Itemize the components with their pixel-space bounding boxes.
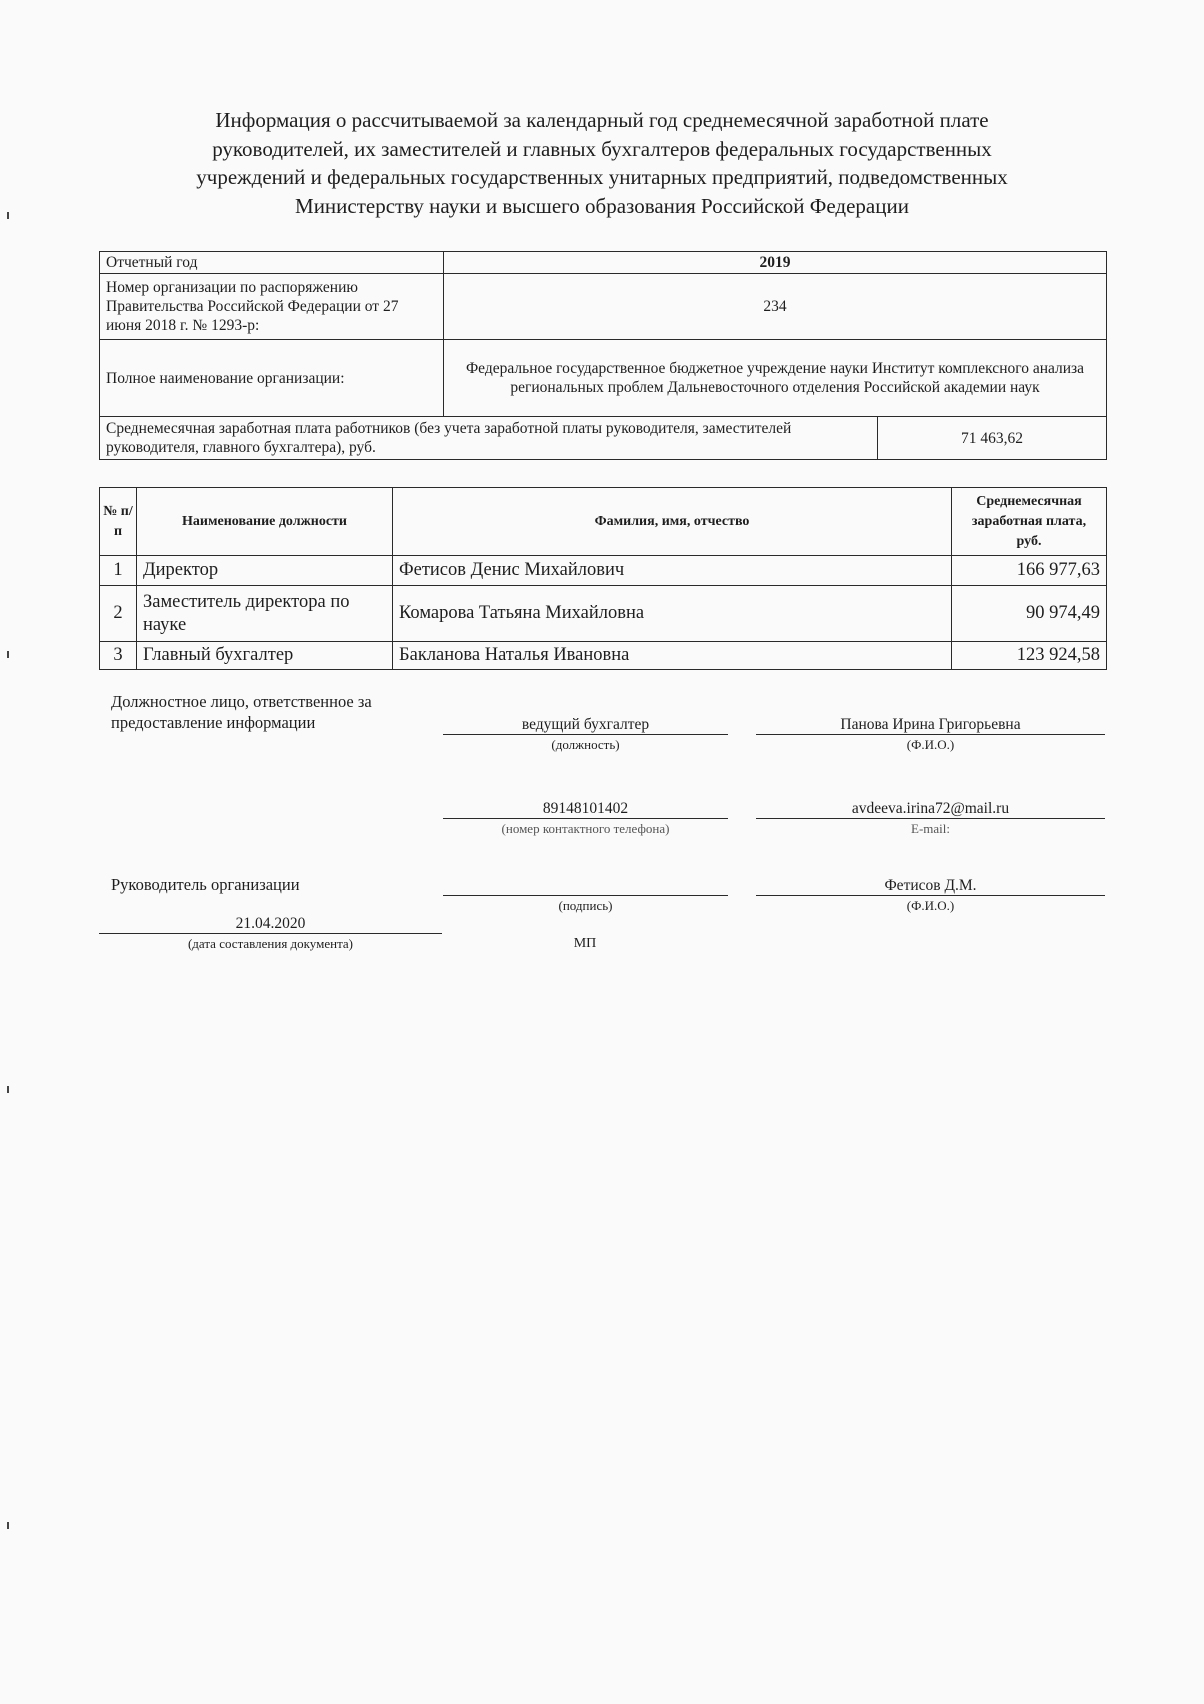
info-row-org-number: [100, 274, 1107, 340]
avg-salary-label: Среднемесячная заработная плата работников (без учета заработной платы руководителя, заместителей руководителя, главного бухгалтера), руб.: [100, 417, 878, 460]
email-line: [756, 818, 1105, 819]
responsible-name-value: Панова Ирина Григорьевна: [840, 716, 1021, 733]
signature-line: [443, 895, 728, 896]
header-full-name: Фамилия, имя, отчество: [393, 488, 952, 556]
responsible-label: [111, 691, 372, 733]
head-name-caption: (Ф.И.О.): [906, 898, 955, 913]
header-position: Наименование должности: [137, 488, 393, 556]
scan-mark: [7, 651, 9, 658]
phone-line: [443, 818, 728, 819]
organization-info-table: [99, 251, 1107, 460]
responsible-name-line: [756, 734, 1105, 735]
date-line: [99, 933, 442, 934]
table-row: [100, 586, 1107, 642]
row-full-name: Фетисов Денис Михайлович: [393, 556, 952, 586]
title-line: Министерству науки и высшего образования Российской Федерации: [295, 193, 909, 218]
row-number: 2: [100, 586, 137, 642]
row-number: 3: [100, 642, 137, 670]
table-row: [100, 556, 1107, 586]
head-label: Руководитель организации: [111, 875, 300, 894]
table-row: [100, 642, 1107, 670]
staff-salary-table: [99, 487, 1107, 670]
info-row-org-name: [100, 340, 1107, 417]
date-caption: (дата составления документа): [187, 936, 354, 951]
responsible-label-line: Должностное лицо, ответственное за: [111, 692, 372, 711]
head-name-line: [756, 895, 1105, 896]
responsible-label-line: предоставление информации: [111, 713, 316, 732]
head-name-value: Фетисов Д.М.: [884, 877, 977, 894]
responsible-position-value: ведущий бухгалтер: [521, 716, 650, 733]
responsible-position-caption: (должность): [551, 737, 620, 752]
title-line: руководителей, их заместителей и главных бухгалтеров федеральных государственных: [212, 136, 992, 161]
row-number: 1: [100, 556, 137, 586]
year-value: 2019: [444, 252, 1107, 274]
row-position: Директор: [137, 556, 393, 586]
header-salary: Среднемесячная заработная плата, руб.: [952, 488, 1107, 556]
org-number-value: 234: [444, 274, 1107, 340]
row-salary: 90 974,49: [952, 586, 1107, 642]
responsible-position-line: [443, 734, 728, 735]
row-salary: 166 977,63: [952, 556, 1107, 586]
title-line: Информация о рассчитываемой за календарный год среднемесячной заработной плате: [215, 108, 989, 132]
phone-caption: (номер контактного телефона): [501, 821, 670, 836]
org-name-value: Федеральное государственное бюджетное учреждение науки Институт комплексного анализа региональных проблем Дальневосточного отделения Российской академии наук: [444, 340, 1107, 417]
scan-mark: [7, 1086, 9, 1093]
year-label: Отчетный год: [100, 252, 444, 274]
responsible-name-caption: (Ф.И.О.): [906, 737, 955, 752]
info-row-avg-salary: [100, 417, 1107, 460]
org-number-label: Номер организации по распоряжению Правительства Российской Федерации от 27 июня 2018 г. № 1293-р:: [100, 274, 444, 340]
header-number: № п/п: [100, 488, 137, 556]
row-full-name: Бакланова Наталья Ивановна: [393, 642, 952, 670]
row-position: Заместитель директора по науке: [137, 586, 393, 642]
signature-caption: (подпись): [558, 898, 613, 913]
title-line: учреждений и федеральных государственных унитарных предприятий, подведомственных: [196, 165, 1008, 189]
staff-table-header: [100, 488, 1107, 556]
date-value: 21.04.2020: [235, 915, 306, 932]
row-position: Главный бухгалтер: [137, 642, 393, 670]
avg-salary-value: 71 463,62: [878, 417, 1107, 460]
scan-mark: [7, 1522, 9, 1529]
email-value: avdeeva.irina72@mail.ru: [851, 800, 1010, 817]
row-full-name: Комарова Татьяна Михайловна: [393, 586, 952, 642]
scan-mark: [7, 212, 9, 219]
phone-value: 89148101402: [542, 800, 629, 817]
document-title: [100, 106, 1104, 220]
email-caption: E-mail:: [911, 821, 950, 836]
stamp-label: МП: [573, 936, 597, 951]
row-salary: 123 924,58: [952, 642, 1107, 670]
info-row-year: [100, 252, 1107, 274]
org-name-label: Полное наименование организации:: [100, 340, 444, 417]
